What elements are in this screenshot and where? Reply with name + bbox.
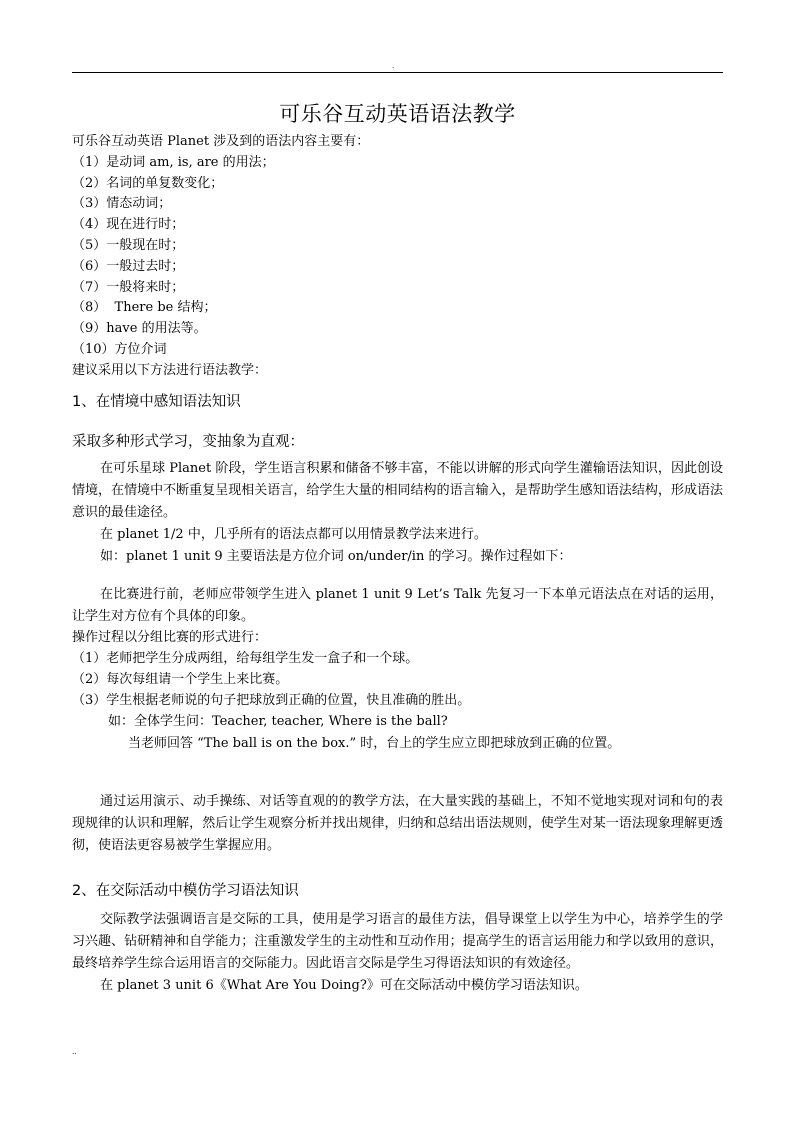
grammar-list xyxy=(72,153,723,361)
example-answer: 当老师回答 “The ball is on the box.” 时，台上的学生应立即把球放到正确的位置。 xyxy=(128,736,621,752)
section2-paragraph-1: 交际教学法强调语言是交际的工具，使用是学习语言的最佳方法，倡导课堂上以学生为中心，培养学生的学习兴趣、钻研精神和自学能力；注重激发学生的主动性和互动作用；提高学生的语言运用能力和学以致用的意识，最终培养学生综合运用语言的交际能力。因此语言交际是学生习得语法知识的有效途径。 xyxy=(72,912,723,972)
document-title: 可乐谷互动英语语法教学 xyxy=(279,102,516,126)
list-item: （9）have 的用法等。 xyxy=(72,321,207,337)
list-item: （1）是动词 am, is, are 的用法； xyxy=(72,154,275,170)
list-item: （5）一般现在时； xyxy=(72,237,185,253)
example-question: 如：全体学生问：Teacher, teacher, Where is the ball? xyxy=(108,713,448,729)
section1-paragraph-6: 通过运用演示、动手操练、对话等直观的的教学方法，在大量实践的基础上，不知不觉地实现对词和句的表现规律的认识和理解，然后让学生观察分析并找出规律，归纳和总结出语法规则，使学生对某一语法现象理解更透彻，使语法更容易被学生掌握应用。 xyxy=(72,794,723,854)
header-dot: . xyxy=(392,62,395,70)
section2-paragraph-2: 在 planet 3 unit 6《What Are You Doing?》可在交际活动中模仿学习语法知识。 xyxy=(100,978,588,994)
header-rule xyxy=(72,72,723,73)
section1-paragraph-2: 在 planet 1/2 中，几乎所有的语法点都可以用情景教学法来进行。 xyxy=(100,527,487,543)
section1-paragraph-5: 操作过程以分组比赛的形式进行： xyxy=(72,630,268,646)
list-item: （6）一般过去时； xyxy=(72,258,185,274)
suggest-line: 建议采用以下方法进行语法教学： xyxy=(72,362,268,378)
footer-dots: .. xyxy=(72,1048,77,1056)
list-item: （4）现在进行时； xyxy=(72,217,185,233)
intro-line: 可乐谷互动英语 Planet 涉及到的语法内容主要有： xyxy=(72,134,370,149)
list-item: （3）情态动词； xyxy=(72,196,172,212)
list-item: （8） There be 结构； xyxy=(72,300,217,316)
section1-paragraph-3: 如：planet 1 unit 9 主要语法是方位介词 on/under/in 的学习。操作过程如下： xyxy=(100,549,572,565)
section1-paragraph-1: 在可乐星球 Planet 阶段，学生语言积累和储备不够丰富，不能以讲解的形式向学生灌输语法知识，因此创设情境，在情境中不断重复呈现相关语言，给学生大量的相同结构的语言输入，是帮助学生感知语法结构，形成语法意识的最佳途径。 xyxy=(72,461,723,521)
step-item: （1）老师把学生分成两组，给每组学生发一盒子和一个球。 xyxy=(72,651,419,667)
section2-heading: 2、在交际活动中模仿学习语法知识 xyxy=(72,883,299,900)
section1-lead: 采取多种形式学习，变抽象为直观： xyxy=(72,433,304,450)
steps-list xyxy=(72,649,723,711)
step-item: （2）每次每组请一个学生上来比赛。 xyxy=(72,671,289,687)
list-item: （2）名词的单复数变化； xyxy=(72,175,224,191)
section1-heading: 1、在情境中感知语法知识 xyxy=(72,393,241,410)
document-body xyxy=(72,96,723,997)
list-item: （10）方位介词 xyxy=(72,341,167,357)
step-item: （3）学生根据老师说的句子把球放到正确的位置，快且准确的胜出。 xyxy=(72,692,471,708)
section1-paragraph-4: 在比赛进行前，老师应带领学生进入 planet 1 unit 9 Let’s Talk 先复习一下本单元语法点在对话的运用，让学生对方位有个具体的印象。 xyxy=(72,587,723,625)
list-item: （7）一般将来时； xyxy=(72,279,185,295)
